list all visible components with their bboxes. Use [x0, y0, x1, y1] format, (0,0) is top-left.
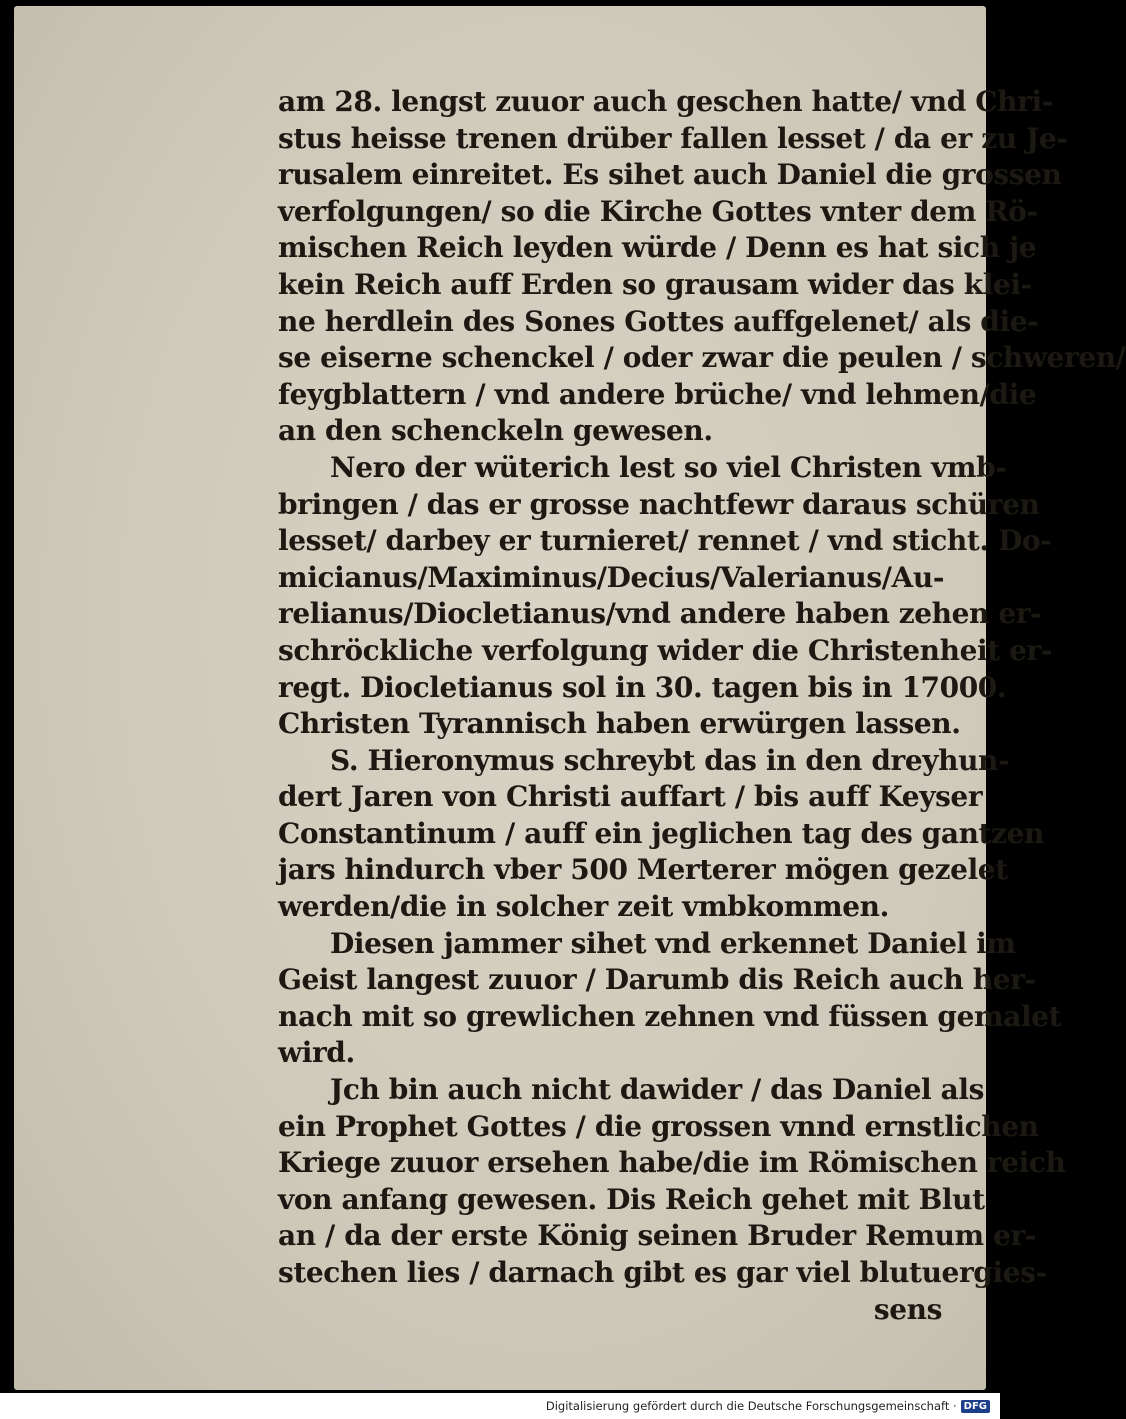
text-line: am 28. lengst zuuor auch geschen hatte/ vnd Chri- — [278, 85, 1053, 118]
catchword: sens — [873, 1292, 942, 1326]
text-line: ein Prophet Gottes / die grossen vnnd ernstlichen — [278, 1109, 1039, 1143]
text-block — [278, 84, 1126, 1328]
text-line: an / da der erste König seinen Bruder Remum er- — [278, 1219, 1037, 1253]
text-line: bringen / das er grosse nachtfewr daraus schüren — [278, 487, 1040, 521]
text-line: rusalem einreitet. Es sihet auch Daniel die grossen — [278, 158, 1062, 192]
text-line: jars hindurch vber 500 Merterer mögen gezelet — [278, 853, 1008, 887]
dfg-logo: DFG — [961, 1400, 990, 1413]
text-line: nach mit so grewlichen zehnen vnd füssen gemalet — [278, 999, 1062, 1033]
text-line: S. Hieronymus schreybt das in den dreyhun- — [330, 743, 1010, 777]
text-line: regt. Diocletianus sol in 30. tagen bis in 17000. — [278, 670, 1007, 704]
text-line: von anfang gewesen. Dis Reich gehet mit Blut — [278, 1182, 985, 1216]
text-line: relianus/Diocletianus/vnd andere haben zehen er- — [278, 597, 1042, 631]
text-line: Kriege zuuor ersehen habe/die im Römischen reich — [278, 1146, 1066, 1180]
text-line: kein Reich auff Erden so grausam wider das klei- — [278, 267, 1032, 301]
text-line: stechen lies / darnach gibt es gar viel blutuergies- — [278, 1256, 1047, 1289]
text-line: se eiserne schenckel / oder zwar die peulen / schweren/ — [278, 341, 1126, 375]
footer-credit — [0, 1393, 1000, 1419]
text-line: verfolgungen/ so die Kirche Gottes vnter dem Rö- — [278, 194, 1038, 228]
text-line: Constantinum / auff ein jeglichen tag des gantzen — [278, 816, 1044, 850]
text-line: feygblattern / vnd andere brüche/ vnd lehmen/die — [278, 377, 1037, 411]
text-line: Nero der wüterich lest so viel Christen vmb- — [330, 450, 1007, 484]
text-line: werden/die in solcher zeit vmbkommen. — [278, 890, 889, 924]
scanned-page — [14, 6, 1126, 1390]
text-line: mischen Reich leyden würde / Denn es hat sich je — [278, 231, 1037, 265]
text-line: schröckliche verfolgung wider die Christenheit er- — [278, 633, 1053, 667]
text-line: wird. — [278, 1036, 355, 1070]
text-line: Christen Tyrannisch haben erwürgen lassen. — [278, 707, 961, 741]
text-line: Jch bin auch nicht dawider / das Daniel als — [330, 1073, 984, 1107]
text-line: Geist langest zuuor / Darumb dis Reich auch her- — [278, 963, 1036, 997]
text-line: stus heisse trenen drüber fallen lesset / da er zu Je- — [278, 121, 1068, 155]
text-line: dert Jaren von Christi auffart / bis auff Keyser — [278, 780, 983, 814]
footer-text: Digitalisierung gefördert durch die Deutsche Forschungsgemeinschaft · — [545, 1399, 957, 1413]
text-line: micianus/Maximinus/Decius/Valerianus/Au- — [278, 560, 945, 594]
text-line: ne herdlein des Sones Gottes auffgelenet/ als die- — [278, 304, 1039, 338]
text-line: an den schenckeln gewesen. — [278, 414, 713, 448]
text-line: Diesen jammer sihet vnd erkennet Daniel im — [330, 926, 1016, 960]
text-line: lesset/ darbey er turnieret/ rennet / vnd sticht. Do- — [278, 524, 1052, 558]
